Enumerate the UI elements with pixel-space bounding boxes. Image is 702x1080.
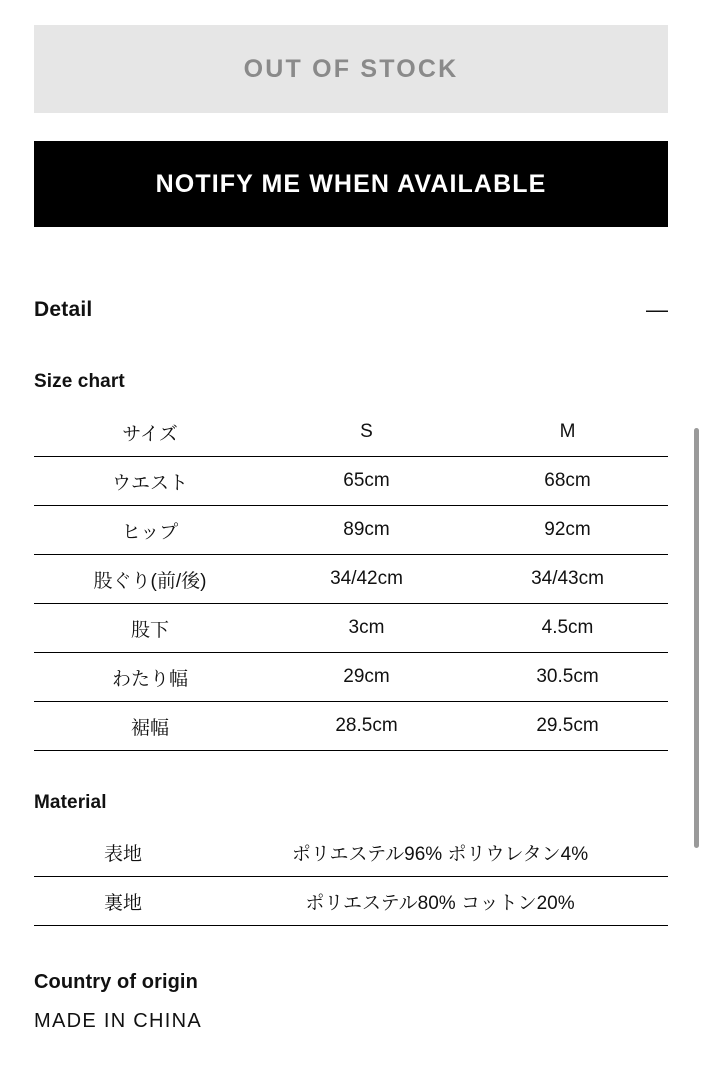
- material-row-label: 裏地: [34, 877, 212, 926]
- row-value-m: 68cm: [467, 457, 668, 506]
- table-row: [34, 555, 668, 604]
- row-value-s: 89cm: [266, 506, 467, 555]
- row-label: 股ぐり(前/後): [34, 555, 266, 604]
- table-row: [34, 653, 668, 702]
- material-row-label: 表地: [34, 828, 212, 877]
- size-chart-col-header: サイズ: [34, 408, 266, 457]
- table-row: [34, 604, 668, 653]
- country-of-origin-heading: Country of origin: [34, 971, 198, 993]
- row-value-s: 65cm: [266, 457, 467, 506]
- row-value-m: 4.5cm: [467, 604, 668, 653]
- row-value-m: 34/43cm: [467, 555, 668, 604]
- row-value-s: 29cm: [266, 653, 467, 702]
- row-value-m: 29.5cm: [467, 702, 668, 751]
- table-header-row: [34, 408, 668, 457]
- notify-me-button[interactable]: [34, 141, 668, 227]
- out-of-stock-label: OUT OF STOCK: [243, 54, 459, 83]
- material-row-value: ポリエステル96% ポリウレタン4%: [212, 828, 668, 877]
- row-label: 裾幅: [34, 702, 266, 751]
- row-value-m: 92cm: [467, 506, 668, 555]
- row-value-s: 3cm: [266, 604, 467, 653]
- row-label: わたり幅: [34, 653, 266, 702]
- country-of-origin-value: MADE IN CHINA: [34, 1010, 203, 1032]
- row-label: ウエスト: [34, 457, 266, 506]
- table-row: [34, 457, 668, 506]
- out-of-stock-banner: [34, 25, 668, 113]
- minus-icon[interactable]: —: [646, 297, 668, 322]
- row-value-s: 28.5cm: [266, 702, 467, 751]
- notify-me-label: NOTIFY ME WHEN AVAILABLE: [155, 169, 547, 198]
- row-label: ヒップ: [34, 506, 266, 555]
- row-label: 股下: [34, 604, 266, 653]
- table-row: [34, 702, 668, 751]
- material-heading: Material: [34, 792, 107, 813]
- size-chart-heading: Size chart: [34, 371, 125, 392]
- row-value-s: 34/42cm: [266, 555, 467, 604]
- page-scrollbar-thumb[interactable]: [694, 428, 699, 848]
- material-row-value: ポリエステル80% コットン20%: [212, 877, 668, 926]
- table-row: [34, 506, 668, 555]
- size-chart-table: [34, 408, 668, 751]
- table-row: [34, 828, 668, 877]
- detail-accordion-header[interactable]: [34, 298, 668, 322]
- material-table: [34, 828, 668, 926]
- detail-accordion-title: Detail: [34, 298, 93, 321]
- size-chart-col-header: M: [467, 408, 668, 457]
- size-chart-col-header: S: [266, 408, 467, 457]
- row-value-m: 30.5cm: [467, 653, 668, 702]
- table-row: [34, 877, 668, 926]
